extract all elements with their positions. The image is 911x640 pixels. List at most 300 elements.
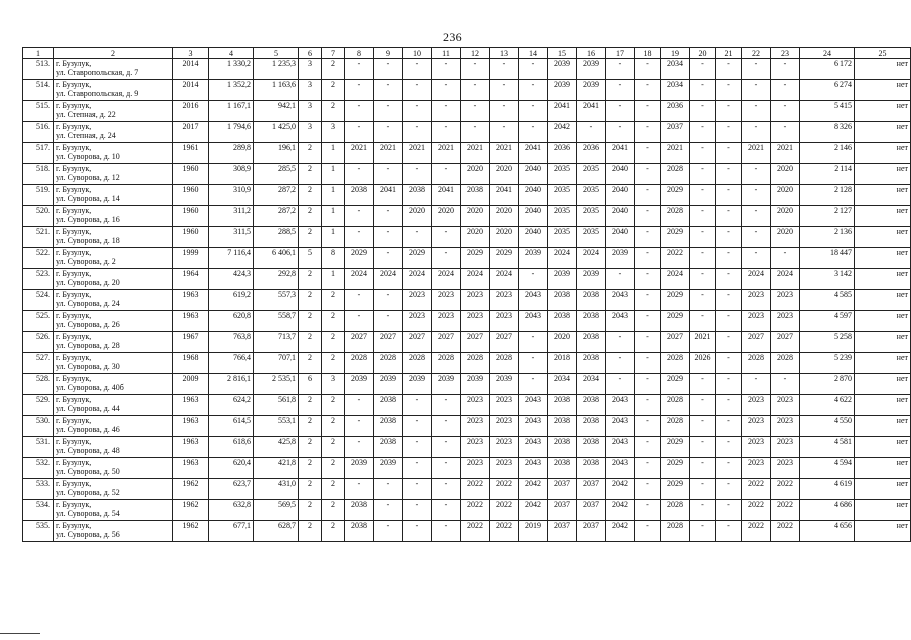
cell-col-4: 311,2 — [209, 206, 254, 227]
table-row — [23, 143, 911, 164]
cell-col-11: 2024 — [432, 269, 461, 290]
cell-col-5: 1 425,0 — [254, 122, 299, 143]
cell-col-9: 2028 — [374, 353, 403, 374]
address-street: ул. Суворова, д. 52 — [56, 488, 120, 497]
cell-col-15: 2020 — [548, 332, 577, 353]
cell-col-6: 3 — [299, 101, 322, 122]
cell-col-16: 2038 — [577, 290, 606, 311]
cell-col-18: - — [635, 416, 661, 437]
cell-col-23: 2020 — [771, 227, 800, 248]
cell-col-5: 569,5 — [254, 500, 299, 521]
cell-col-9: - — [374, 500, 403, 521]
address-cell — [54, 164, 173, 185]
cell-col-11: - — [432, 164, 461, 185]
cell-col-14: 2043 — [519, 311, 548, 332]
cell-col-10: - — [403, 458, 432, 479]
cell-col-16: 2034 — [577, 374, 606, 395]
cell-col-4: 1 352,2 — [209, 80, 254, 101]
cell-col-8: 2038 — [345, 521, 374, 542]
cell-col-25: нет — [855, 227, 911, 248]
address-street: ул. Суворова, д. 26 — [56, 320, 120, 329]
table-row — [23, 227, 911, 248]
cell-col-13: - — [490, 59, 519, 80]
cell-col-19: 2029 — [661, 458, 690, 479]
cell-col-11: - — [432, 437, 461, 458]
cell-col-20: - — [690, 80, 716, 101]
cell-col-16: 2037 — [577, 500, 606, 521]
cell-col-23: 2024 — [771, 269, 800, 290]
address-city: г. Бузулук, — [56, 374, 92, 383]
cell-col-12: - — [461, 59, 490, 80]
cell-col-19: 2029 — [661, 374, 690, 395]
cell-col-11: 2023 — [432, 290, 461, 311]
address-street: ул. Суворова, д. 18 — [56, 236, 120, 245]
cell-col-15: 2039 — [548, 59, 577, 80]
cell-col-7: 2 — [322, 101, 345, 122]
row-number: 517. — [23, 143, 54, 164]
address-street: ул. Суворова, д. 50 — [56, 467, 120, 476]
cell-col-15: 2041 — [548, 101, 577, 122]
cell-col-10: 2039 — [403, 374, 432, 395]
cell-col-19: 2028 — [661, 500, 690, 521]
cell-col-24: 2 127 — [800, 206, 855, 227]
cell-col-5: 713,7 — [254, 332, 299, 353]
cell-col-12: 2023 — [461, 458, 490, 479]
cell-col-7: 2 — [322, 80, 345, 101]
cell-col-23: - — [771, 101, 800, 122]
cell-col-18: - — [635, 290, 661, 311]
cell-col-22: 2027 — [742, 332, 771, 353]
address-city: г. Бузулук, — [56, 143, 92, 152]
cell-col-18: - — [635, 458, 661, 479]
cell-col-21: - — [716, 290, 742, 311]
cell-col-16: 2035 — [577, 206, 606, 227]
cell-col-17: 2043 — [606, 458, 635, 479]
cell-col-4: 620,8 — [209, 311, 254, 332]
cell-col-4: 310,9 — [209, 185, 254, 206]
cell-col-6: 2 — [299, 290, 322, 311]
cell-col-8: - — [345, 416, 374, 437]
cell-col-25: нет — [855, 374, 911, 395]
cell-col-15: 2034 — [548, 374, 577, 395]
cell-col-7: 3 — [322, 122, 345, 143]
cell-col-22: - — [742, 374, 771, 395]
cell-col-25: нет — [855, 164, 911, 185]
column-header-14: 14 — [519, 48, 548, 59]
table-body — [23, 48, 911, 542]
address-cell — [54, 80, 173, 101]
cell-col-12: - — [461, 101, 490, 122]
cell-col-19: 2036 — [661, 101, 690, 122]
cell-col-10: 2023 — [403, 290, 432, 311]
column-header-7: 7 — [322, 48, 345, 59]
cell-col-4: 632,8 — [209, 500, 254, 521]
row-number: 531. — [23, 437, 54, 458]
cell-col-18: - — [635, 164, 661, 185]
cell-col-16: 2038 — [577, 437, 606, 458]
cell-col-24: 4 594 — [800, 458, 855, 479]
cell-col-15: 2038 — [548, 458, 577, 479]
cell-col-4: 7 116,4 — [209, 248, 254, 269]
cell-col-17: 2040 — [606, 185, 635, 206]
cell-col-9: - — [374, 248, 403, 269]
row-number: 518. — [23, 164, 54, 185]
cell-col-9: - — [374, 59, 403, 80]
cell-col-4: 624,2 — [209, 395, 254, 416]
table-row — [23, 395, 911, 416]
cell-col-21: - — [716, 101, 742, 122]
cell-col-7: 1 — [322, 143, 345, 164]
cell-col-6: 3 — [299, 122, 322, 143]
cell-col-8: - — [345, 227, 374, 248]
cell-col-17: - — [606, 269, 635, 290]
cell-col-5: 425,8 — [254, 437, 299, 458]
cell-col-3: 1960 — [173, 164, 209, 185]
cell-col-24: 2 136 — [800, 227, 855, 248]
cell-col-16: 2024 — [577, 248, 606, 269]
column-header-9: 9 — [374, 48, 403, 59]
cell-col-5: 287,2 — [254, 206, 299, 227]
cell-col-20: - — [690, 59, 716, 80]
cell-col-21: - — [716, 458, 742, 479]
row-number: 521. — [23, 227, 54, 248]
cell-col-20: - — [690, 311, 716, 332]
footnote-rule — [0, 633, 40, 634]
cell-col-8: - — [345, 395, 374, 416]
column-header-13: 13 — [490, 48, 519, 59]
address-cell — [54, 479, 173, 500]
cell-col-3: 2014 — [173, 59, 209, 80]
cell-col-8: 2039 — [345, 458, 374, 479]
cell-col-22: - — [742, 122, 771, 143]
cell-col-25: нет — [855, 248, 911, 269]
cell-col-21: - — [716, 143, 742, 164]
cell-col-11: - — [432, 500, 461, 521]
cell-col-19: 2022 — [661, 248, 690, 269]
cell-col-24: 3 142 — [800, 269, 855, 290]
cell-col-23: 2027 — [771, 332, 800, 353]
cell-col-9: - — [374, 521, 403, 542]
address-cell — [54, 101, 173, 122]
cell-col-25: нет — [855, 143, 911, 164]
row-number: 534. — [23, 500, 54, 521]
cell-col-14: 2043 — [519, 290, 548, 311]
address-street: ул. Суворова, д. 56 — [56, 530, 120, 539]
address-street: ул. Суворова, д. 44 — [56, 404, 120, 413]
column-header-5: 5 — [254, 48, 299, 59]
cell-col-25: нет — [855, 311, 911, 332]
cell-col-3: 1962 — [173, 479, 209, 500]
column-header-21: 21 — [716, 48, 742, 59]
cell-col-6: 3 — [299, 59, 322, 80]
table-row — [23, 164, 911, 185]
cell-col-16: 2037 — [577, 521, 606, 542]
column-header-16: 16 — [577, 48, 606, 59]
cell-col-7: 2 — [322, 59, 345, 80]
cell-col-11: - — [432, 521, 461, 542]
address-street: ул. Суворова, д. 12 — [56, 173, 120, 182]
cell-col-14: 2043 — [519, 458, 548, 479]
cell-col-13: 2020 — [490, 206, 519, 227]
cell-col-23: 2022 — [771, 479, 800, 500]
cell-col-16: 2038 — [577, 416, 606, 437]
cell-col-11: - — [432, 122, 461, 143]
cell-col-16: - — [577, 122, 606, 143]
cell-col-6: 2 — [299, 500, 322, 521]
cell-col-9: 2041 — [374, 185, 403, 206]
cell-col-12: 2024 — [461, 269, 490, 290]
cell-col-17: 2040 — [606, 206, 635, 227]
cell-col-21: - — [716, 185, 742, 206]
cell-col-18: - — [635, 311, 661, 332]
cell-col-7: 2 — [322, 332, 345, 353]
cell-col-14: 2040 — [519, 185, 548, 206]
cell-col-10: 2021 — [403, 143, 432, 164]
cell-col-22: - — [742, 164, 771, 185]
cell-col-12: 2020 — [461, 164, 490, 185]
cell-col-9: - — [374, 164, 403, 185]
cell-col-25: нет — [855, 80, 911, 101]
cell-col-9: - — [374, 479, 403, 500]
cell-col-4: 677,1 — [209, 521, 254, 542]
cell-col-6: 2 — [299, 227, 322, 248]
row-number: 527. — [23, 353, 54, 374]
cell-col-23: 2023 — [771, 395, 800, 416]
cell-col-24: 6 172 — [800, 59, 855, 80]
cell-col-20: - — [690, 416, 716, 437]
cell-col-8: 2038 — [345, 500, 374, 521]
cell-col-10: - — [403, 101, 432, 122]
cell-col-11: - — [432, 101, 461, 122]
cell-col-14: 2042 — [519, 500, 548, 521]
cell-col-5: 942,1 — [254, 101, 299, 122]
cell-col-6: 2 — [299, 521, 322, 542]
cell-col-22: 2028 — [742, 353, 771, 374]
cell-col-25: нет — [855, 185, 911, 206]
cell-col-24: 4 585 — [800, 290, 855, 311]
cell-col-21: - — [716, 227, 742, 248]
cell-col-6: 3 — [299, 80, 322, 101]
cell-col-21: - — [716, 353, 742, 374]
address-city: г. Бузулук, — [56, 227, 92, 236]
cell-col-16: 2038 — [577, 353, 606, 374]
cell-col-21: - — [716, 500, 742, 521]
cell-col-14: 2043 — [519, 416, 548, 437]
column-header-8: 8 — [345, 48, 374, 59]
cell-col-19: 2034 — [661, 59, 690, 80]
cell-col-7: 3 — [322, 374, 345, 395]
cell-col-20: - — [690, 437, 716, 458]
cell-col-25: нет — [855, 416, 911, 437]
cell-col-5: 421,8 — [254, 458, 299, 479]
cell-col-4: 623,7 — [209, 479, 254, 500]
cell-col-5: 288,5 — [254, 227, 299, 248]
cell-col-15: 2035 — [548, 206, 577, 227]
cell-col-6: 5 — [299, 248, 322, 269]
cell-col-25: нет — [855, 101, 911, 122]
cell-col-21: - — [716, 311, 742, 332]
table-row — [23, 122, 911, 143]
address-city: г. Бузулук, — [56, 269, 92, 278]
cell-col-23: 2023 — [771, 458, 800, 479]
cell-col-14: - — [519, 80, 548, 101]
cell-col-7: 1 — [322, 185, 345, 206]
cell-col-14: - — [519, 122, 548, 143]
cell-col-10: 2023 — [403, 311, 432, 332]
cell-col-17: - — [606, 59, 635, 80]
cell-col-23: 2022 — [771, 521, 800, 542]
cell-col-24: 6 274 — [800, 80, 855, 101]
cell-col-11: - — [432, 458, 461, 479]
cell-col-4: 618,6 — [209, 437, 254, 458]
column-header-10: 10 — [403, 48, 432, 59]
cell-col-14: - — [519, 374, 548, 395]
cell-col-5: 2 535,1 — [254, 374, 299, 395]
cell-col-22: - — [742, 80, 771, 101]
address-city: г. Бузулук, — [56, 437, 92, 446]
column-header-15: 15 — [548, 48, 577, 59]
cell-col-21: - — [716, 416, 742, 437]
cell-col-20: - — [690, 185, 716, 206]
cell-col-9: - — [374, 101, 403, 122]
cell-col-15: 2038 — [548, 437, 577, 458]
cell-col-13: 2041 — [490, 185, 519, 206]
address-street: ул. Суворова, д. 20 — [56, 278, 120, 287]
cell-col-20: - — [690, 164, 716, 185]
cell-col-7: 2 — [322, 521, 345, 542]
cell-col-14: 2042 — [519, 479, 548, 500]
cell-col-18: - — [635, 101, 661, 122]
cell-col-20: - — [690, 479, 716, 500]
cell-col-7: 2 — [322, 353, 345, 374]
cell-col-4: 620,4 — [209, 458, 254, 479]
cell-col-11: 2023 — [432, 311, 461, 332]
cell-col-20: - — [690, 374, 716, 395]
cell-col-14: - — [519, 101, 548, 122]
cell-col-3: 1963 — [173, 395, 209, 416]
cell-col-10: - — [403, 59, 432, 80]
cell-col-18: - — [635, 206, 661, 227]
table-row — [23, 269, 911, 290]
cell-col-16: 2038 — [577, 458, 606, 479]
cell-col-18: - — [635, 500, 661, 521]
cell-col-19: 2024 — [661, 269, 690, 290]
cell-col-19: 2029 — [661, 227, 690, 248]
cell-col-15: 2024 — [548, 248, 577, 269]
cell-col-17: - — [606, 101, 635, 122]
cell-col-19: 2028 — [661, 395, 690, 416]
cell-col-21: - — [716, 521, 742, 542]
cell-col-13: 2020 — [490, 164, 519, 185]
housing-schedule-table — [22, 47, 911, 542]
cell-col-23: 2020 — [771, 164, 800, 185]
cell-col-24: 4 656 — [800, 521, 855, 542]
cell-col-8: - — [345, 206, 374, 227]
cell-col-11: - — [432, 80, 461, 101]
cell-col-8: - — [345, 437, 374, 458]
cell-col-23: 2023 — [771, 437, 800, 458]
cell-col-18: - — [635, 80, 661, 101]
cell-col-22: 2023 — [742, 395, 771, 416]
cell-col-8: 2021 — [345, 143, 374, 164]
cell-col-11: - — [432, 59, 461, 80]
cell-col-7: 2 — [322, 395, 345, 416]
address-cell — [54, 143, 173, 164]
cell-col-16: 2039 — [577, 59, 606, 80]
cell-col-9: - — [374, 227, 403, 248]
cell-col-22: 2023 — [742, 290, 771, 311]
row-number: 513. — [23, 59, 54, 80]
address-street: ул. Степная, д. 22 — [56, 110, 116, 119]
cell-col-3: 1963 — [173, 290, 209, 311]
cell-col-5: 1 163,6 — [254, 80, 299, 101]
column-header-6: 6 — [299, 48, 322, 59]
cell-col-23: - — [771, 374, 800, 395]
cell-col-22: - — [742, 185, 771, 206]
column-number-header — [23, 48, 911, 59]
cell-col-7: 8 — [322, 248, 345, 269]
table-row — [23, 311, 911, 332]
cell-col-11: - — [432, 248, 461, 269]
cell-col-8: 2039 — [345, 374, 374, 395]
cell-col-13: 2023 — [490, 437, 519, 458]
address-city: г. Бузулук, — [56, 164, 92, 173]
address-city: г. Бузулук, — [56, 353, 92, 362]
cell-col-16: 2039 — [577, 269, 606, 290]
cell-col-21: - — [716, 206, 742, 227]
column-header-19: 19 — [661, 48, 690, 59]
cell-col-9: 2038 — [374, 395, 403, 416]
cell-col-18: - — [635, 227, 661, 248]
cell-col-25: нет — [855, 353, 911, 374]
cell-col-11: 2028 — [432, 353, 461, 374]
cell-col-9: 2039 — [374, 374, 403, 395]
cell-col-7: 2 — [322, 479, 345, 500]
table-row — [23, 248, 911, 269]
cell-col-13: 2023 — [490, 416, 519, 437]
cell-col-13: - — [490, 101, 519, 122]
cell-col-14: 2041 — [519, 143, 548, 164]
cell-col-3: 2009 — [173, 374, 209, 395]
cell-col-10: - — [403, 416, 432, 437]
cell-col-22: - — [742, 248, 771, 269]
cell-col-17: 2043 — [606, 290, 635, 311]
cell-col-4: 2 816,1 — [209, 374, 254, 395]
cell-col-6: 2 — [299, 395, 322, 416]
cell-col-8: - — [345, 122, 374, 143]
cell-col-10: - — [403, 437, 432, 458]
address-cell — [54, 374, 173, 395]
address-cell — [54, 59, 173, 80]
cell-col-10: - — [403, 479, 432, 500]
cell-col-24: 4 619 — [800, 479, 855, 500]
cell-col-25: нет — [855, 500, 911, 521]
column-header-22: 22 — [742, 48, 771, 59]
cell-col-22: 2023 — [742, 311, 771, 332]
address-street: ул. Суворова, д. 40б — [56, 383, 124, 392]
cell-col-8: - — [345, 59, 374, 80]
address-street: ул. Суворова, д. 10 — [56, 152, 120, 161]
cell-col-5: 1 235,3 — [254, 59, 299, 80]
row-number: 522. — [23, 248, 54, 269]
cell-col-20: - — [690, 248, 716, 269]
cell-col-3: 1960 — [173, 227, 209, 248]
cell-col-15: 2018 — [548, 353, 577, 374]
cell-col-18: - — [635, 59, 661, 80]
address-city: г. Бузулук, — [56, 458, 92, 467]
address-cell — [54, 206, 173, 227]
cell-col-15: 2037 — [548, 479, 577, 500]
